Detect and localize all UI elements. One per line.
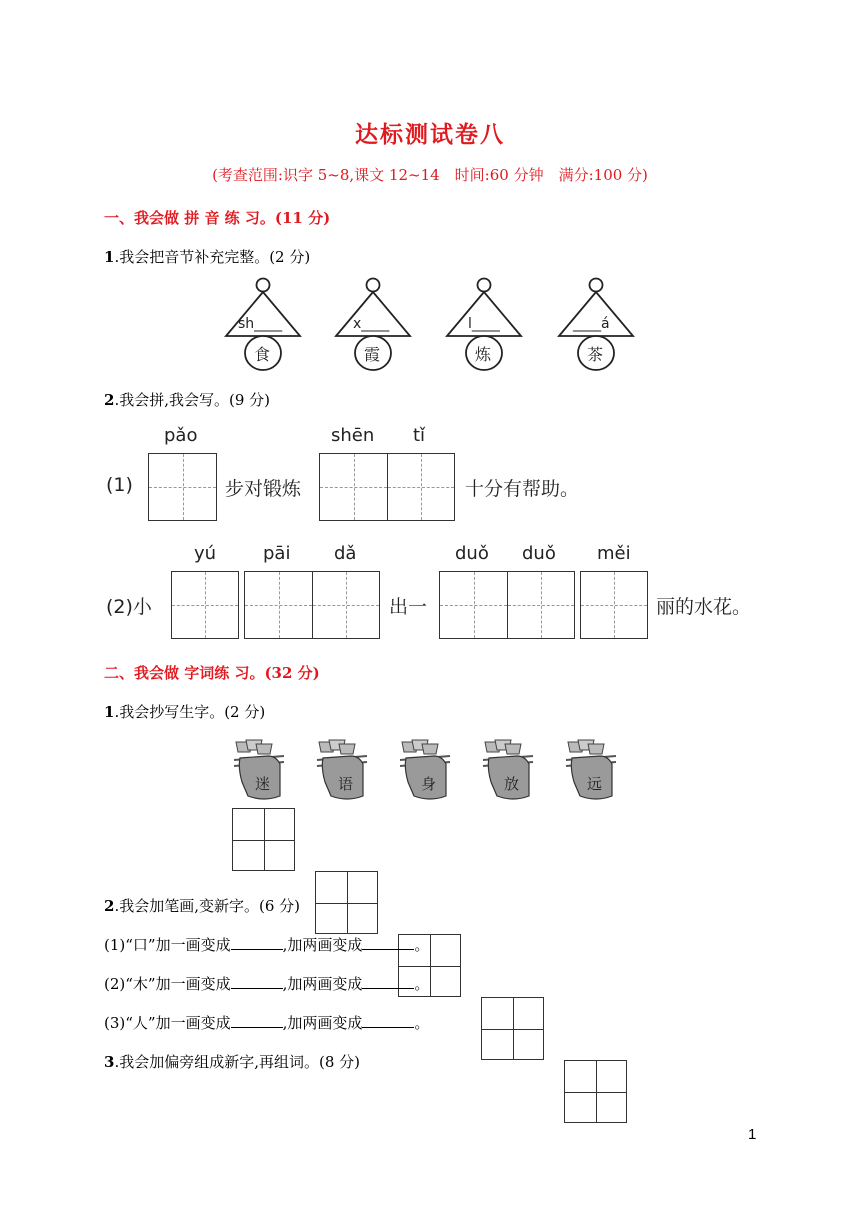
copy-char-4: 放 (504, 775, 520, 793)
answer-grid-duoduo[interactable] (439, 571, 575, 639)
stroke-line-2: (2)“木”加一画变成 ,加两画变成 。 (104, 975, 430, 993)
answer-grid-pao[interactable] (148, 453, 217, 521)
copy-box-5[interactable] (564, 1060, 627, 1123)
line-2-middle-text: 出一 (389, 596, 428, 618)
blank-3a[interactable] (231, 1013, 283, 1028)
copy-char-1: 迷 (255, 775, 271, 793)
pinyin-pao: pǎo (164, 425, 198, 446)
syllable-char-3: 炼 (475, 345, 492, 364)
line-2-end-text: 丽的水花。 (656, 596, 752, 618)
section-2-heading: 二、我会做 字词练 习。(32 分) (104, 664, 320, 682)
pinyin-mei: měi (597, 543, 631, 564)
syllable-4: ____á (573, 316, 610, 332)
answer-grid-shenti[interactable] (319, 453, 455, 521)
line-1-end-text: 十分有帮助。 (465, 478, 580, 500)
pinyin-duo-1: duǒ (455, 543, 489, 564)
answer-grid-paida[interactable] (244, 571, 380, 639)
copy-box-1[interactable] (232, 808, 295, 871)
syllable-char-4: 茶 (587, 345, 604, 364)
syllable-char-2: 霞 (364, 345, 381, 364)
question-2-3: 3.我会加偏旁组成新字,再组词。(8 分) (104, 1053, 360, 1071)
blank-2a[interactable] (231, 974, 283, 989)
question-2-2: 2.我会加笔画,变新字。(6 分) (104, 897, 300, 915)
answer-grid-yu[interactable] (171, 571, 239, 639)
line-1-middle-text: 步对锻炼 (225, 478, 302, 500)
line-2-label: (2)小 (106, 596, 152, 618)
page-number: 1 (748, 1126, 757, 1143)
blank-1a[interactable] (231, 935, 283, 950)
copy-char-3: 身 (421, 775, 437, 793)
stroke-line-3: (3)“人”加一画变成 ,加两画变成 。 (104, 1014, 430, 1032)
question-1-1: 1.我会把音节补充完整。(2 分) (104, 248, 311, 266)
pinyin-da: dǎ (334, 543, 357, 564)
line-1-label: (1) (106, 474, 133, 496)
question-2-1: 1.我会抄写生字。(2 分) (104, 703, 266, 721)
blank-1b[interactable] (362, 935, 414, 950)
blank-2b[interactable] (362, 974, 414, 989)
copy-char-5: 远 (587, 775, 603, 793)
pinyin-ti: tǐ (413, 425, 426, 446)
section-1-heading: 一、我会做 拼 音 练 习。(11 分) (104, 209, 331, 227)
exam-scope: (考查范围:识字 5~8,课文 12~14 时间:60 分钟 满分:100 分) (212, 166, 648, 184)
copy-box-4[interactable] (481, 997, 544, 1060)
syllable-1: sh____ (238, 316, 283, 332)
copy-box-2[interactable] (315, 871, 378, 934)
pinyin-shen: shēn (331, 425, 375, 446)
pinyin-duo-2: duǒ (522, 543, 556, 564)
copy-char-2: 语 (338, 775, 354, 793)
syllable-char-1: 食 (254, 345, 271, 364)
trumpet-icons (228, 738, 638, 804)
syllable-3: l____ (468, 316, 500, 332)
answer-grid-mei[interactable] (580, 571, 648, 639)
blank-3b[interactable] (362, 1013, 414, 1028)
stroke-line-1: (1)“口”加一画变成 ,加两画变成 。 (104, 936, 430, 954)
pinyin-yu: yú (194, 543, 217, 564)
question-1-2: 2.我会拼,我会写。(9 分) (104, 391, 270, 409)
syllable-2: x____ (353, 316, 390, 332)
pinyin-pai: pāi (263, 543, 291, 564)
page-title: 达标测试卷八 (355, 121, 505, 148)
